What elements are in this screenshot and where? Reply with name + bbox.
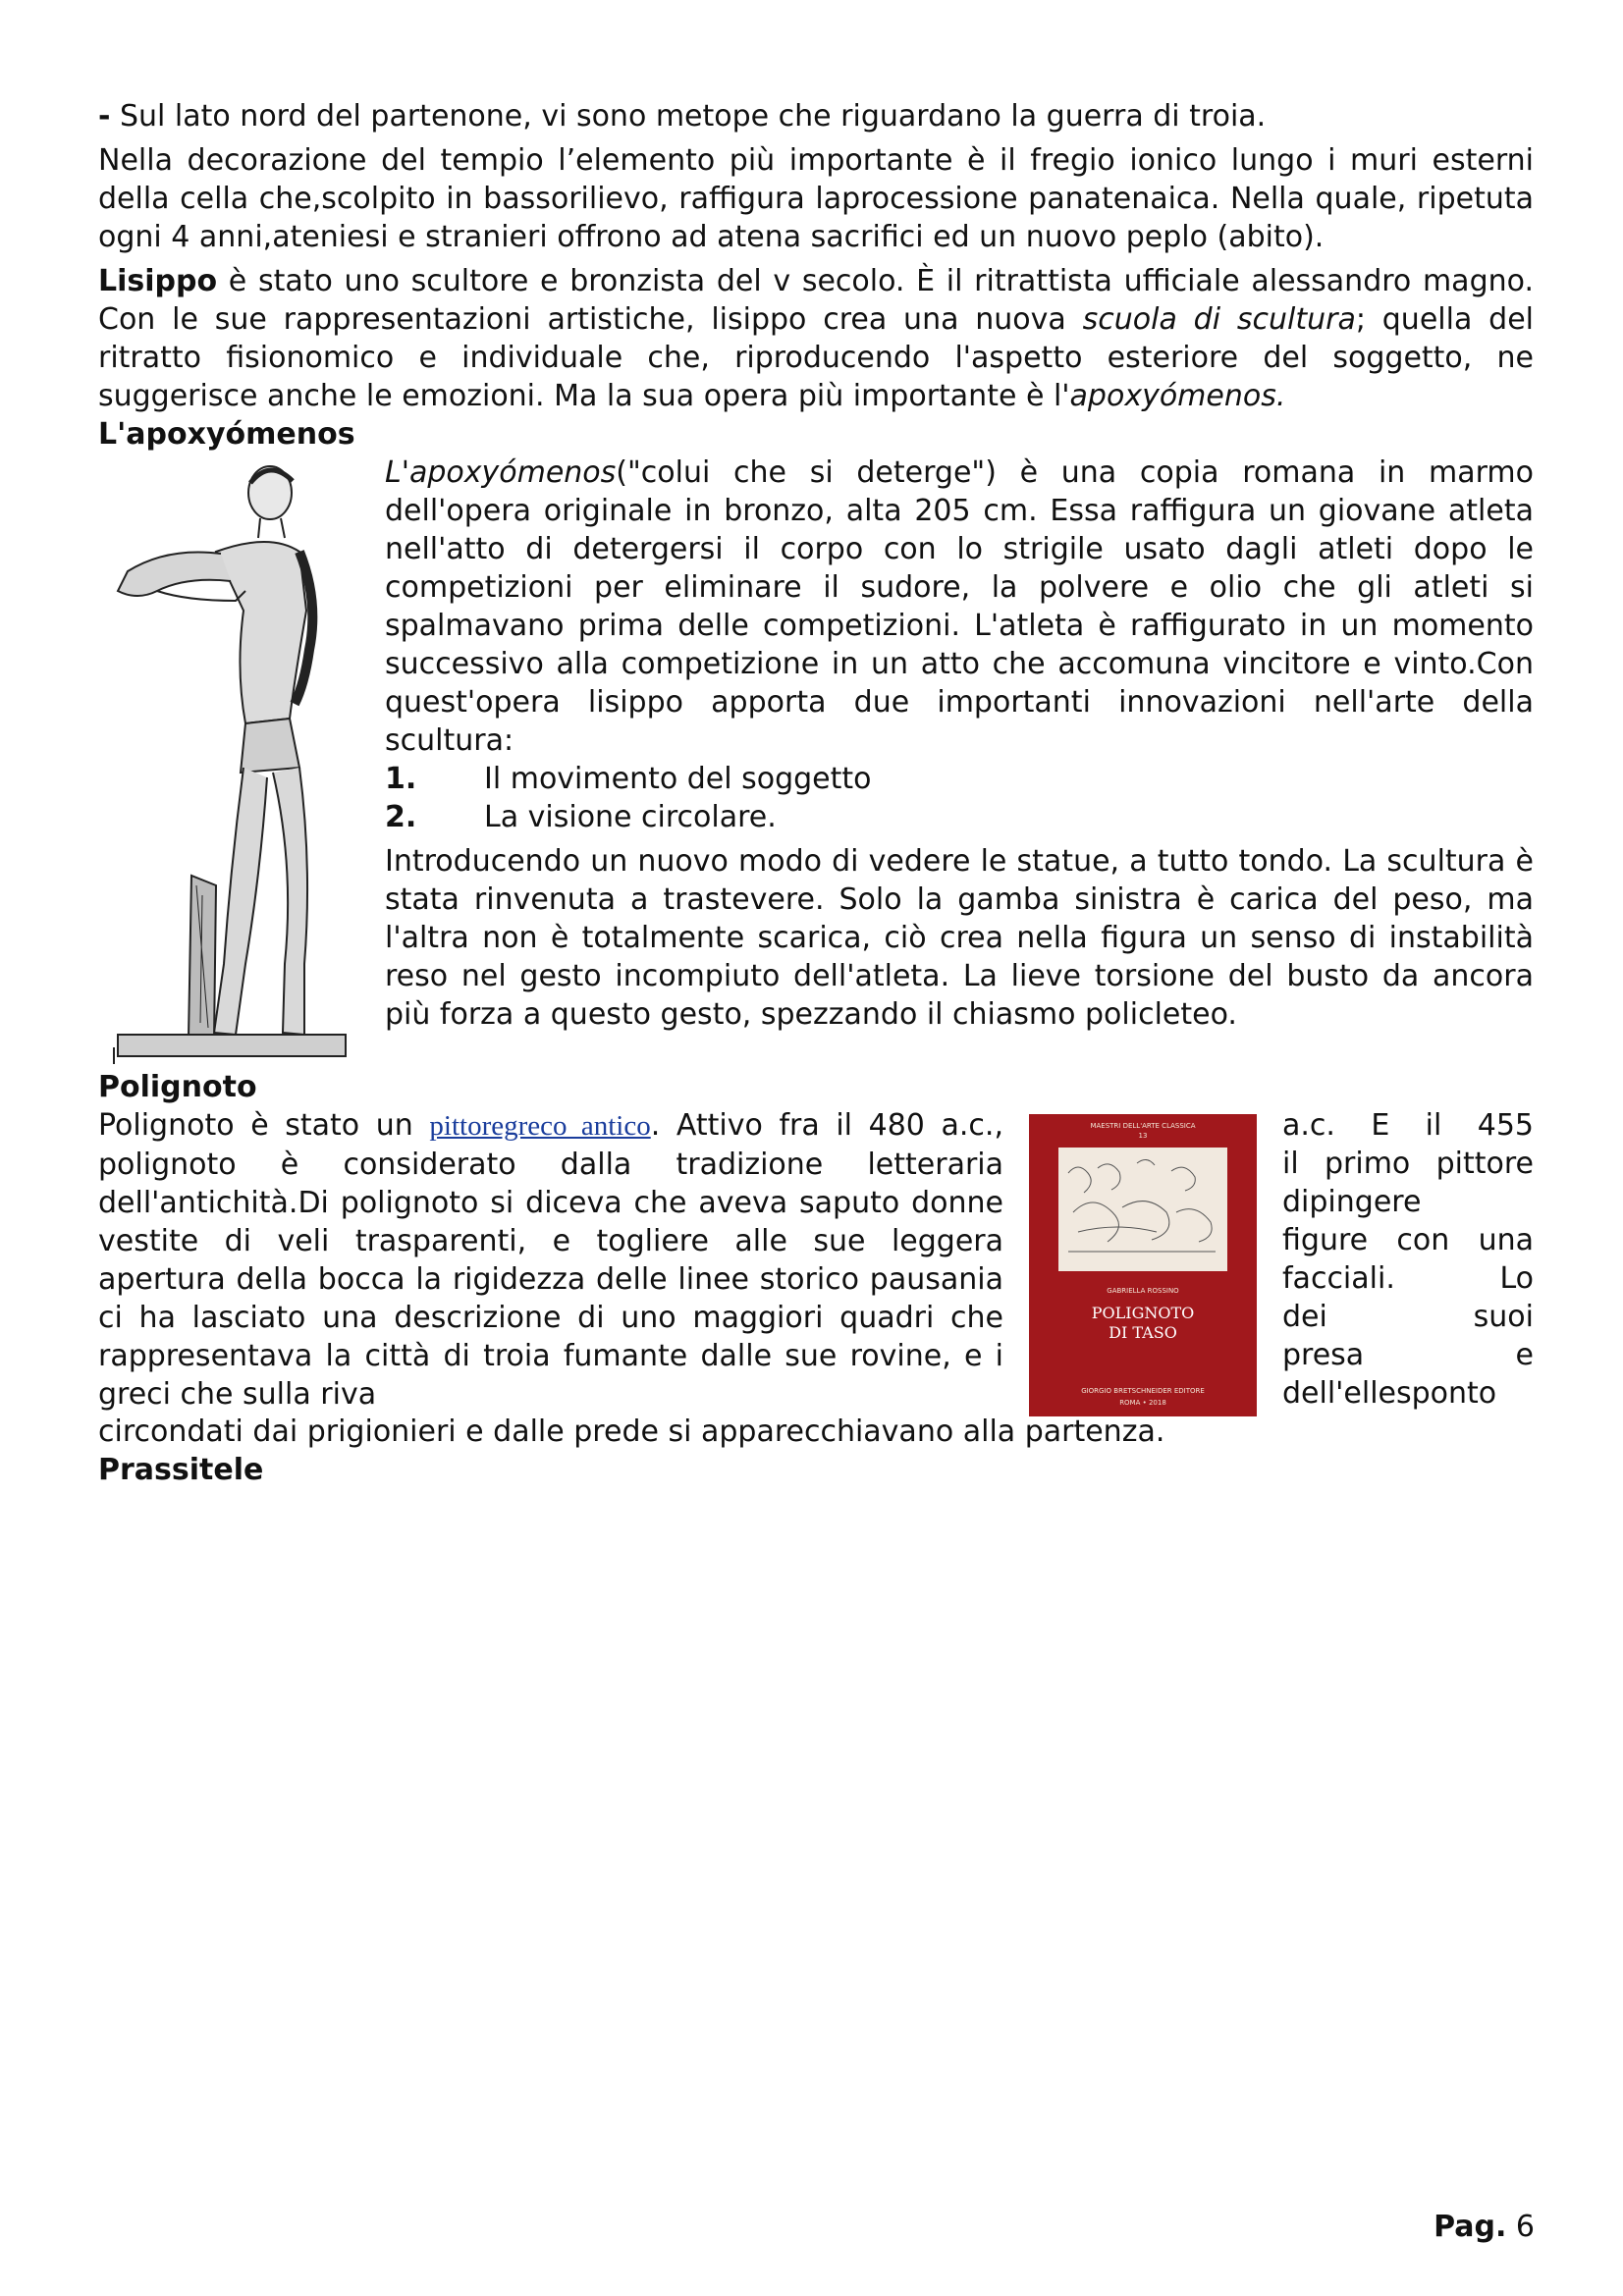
book-author: GABRIELLA ROSSINO xyxy=(1107,1287,1179,1295)
apoxyomenos-paragraph-1 xyxy=(385,454,1534,760)
right-line: a.c. E il 455 xyxy=(1282,1108,1534,1143)
apoxyomenos-heading: L'apoxyómenos xyxy=(98,417,355,452)
list-text: Il movimento del soggetto xyxy=(484,762,872,796)
polignoto-text-pre: Polignoto è stato un xyxy=(98,1108,430,1143)
pittore-greco-link[interactable]: pittoregreco antico xyxy=(429,1110,651,1142)
lisippo-name: Lisippo xyxy=(98,264,218,298)
book-publisher: GIORGIO BRETSCHNEIDER EDITORE xyxy=(1081,1387,1205,1395)
polignoto-section xyxy=(98,1106,1534,1451)
polignoto-last-line: circondati dai prigionieri e dalle prede si apparecchiavano alla partenza. xyxy=(98,1415,1165,1449)
list-item xyxy=(385,798,1534,836)
dash: - xyxy=(98,99,111,133)
statue-illustration xyxy=(98,454,363,1064)
apoxyomenos-italic-lead: L'apoxyómenos xyxy=(385,455,617,490)
list-item xyxy=(385,760,1534,798)
right-line: facciali. Lo xyxy=(1282,1261,1534,1296)
list-number: 1. xyxy=(385,762,417,796)
book-title-line2: DI TASO xyxy=(1109,1323,1177,1342)
list-text: La visione circolare. xyxy=(484,800,777,834)
page-number-value: 6 xyxy=(1515,2210,1535,2244)
lisippo-paragraph xyxy=(98,262,1534,415)
list-number: 2. xyxy=(385,800,417,834)
lisippo-italic-2: apoxyómenos. xyxy=(1069,379,1286,413)
right-line: presa e xyxy=(1282,1338,1534,1372)
book-cover-art xyxy=(1029,1114,1257,1416)
fregio-paragraph: Nella decorazione del tempio l’elemento più importante è il fregio ionico lungo i muri esterni della cella che,scolpito in bassorilievo, raffigura laprocessione panatenaica. Nella quale, ripetuta ogni 4 anni,ateniesi e stranieri offrono ad atena sacrifici ed un nuovo peplo (abito). xyxy=(98,143,1534,254)
apoxyomenos-text xyxy=(385,454,1534,1034)
book-place: ROMA • 2018 xyxy=(1119,1399,1166,1407)
intro-line xyxy=(98,97,1534,135)
book-cover-image xyxy=(1029,1114,1257,1416)
intro-text: Sul lato nord del partenone, vi sono metope che riguardano la guerra di troia. xyxy=(120,99,1267,133)
page-label: Pag. xyxy=(1434,2210,1507,2244)
right-line: dipingere xyxy=(1282,1185,1422,1219)
apoxyomenos-section xyxy=(98,454,1534,1068)
book-series-number: 13 xyxy=(1138,1132,1148,1140)
book-series: MAESTRI DELL'ARTE CLASSICA xyxy=(1090,1122,1196,1130)
lisippo-text-2: ; quella del ritratto fisionomico e individuale che, riproducendo l'aspetto esteriore del soggetto, ne suggerisce anche le emozioni. Ma la sua opera più importante è l' xyxy=(98,302,1534,413)
page-number xyxy=(1434,2208,1535,2246)
apoxyomenos-text-1: ("colui che si deterge") è una copia romana in marmo dell'opera originale in bronzo, alta 205 cm. Essa raffigura un giovane atleta nell'atto di detergersi il corpo con lo strigile usato dagli atleti dopo le competizioni per eliminare il sudore, la polvere e olio che gli atleti si spalmavano prima delle competizioni. L'atleta è raffigurato in un momento successivo alla competizione in un atto che accomuna vincitore e vinto.Con quest'opera lisippo apporta due importanti innovazioni nell'arte della scultura: xyxy=(385,455,1534,758)
innovations-list xyxy=(385,760,1534,836)
polignoto-text-post: . Attivo fra il 480 a.c., polignoto è considerato dalla tradizione letteraria dell'antichità.Di polignoto si diceva che aveva saputo donne vestite di veli trasparenti, e togliere alle sue leggera apertura della bocca la rigidezza delle linee storico pausania ci ha lasciato una descrizione di uno maggiori quadri che rappresentava la città di troia fumante dalle sue rovine, e i greci che sulla riva xyxy=(98,1108,1003,1412)
polignoto-left-column xyxy=(98,1106,1003,1414)
prassitele-heading: Prassitele xyxy=(98,1453,264,1487)
apoxyomenos-paragraph-2: Introducendo un nuovo modo di vedere le statue, a tutto tondo. La scultura è stata rinvenuta a trastevere. Solo la gamba sinistra è carica del peso, ma l'altra non è totalmente scarica, ciò crea nella figura un senso di instabilità reso nel gesto incompiuto dell'atleta. La lieve torsione del busto da ancora più forza a questo gesto, spezzando il chiasmo policleteo. xyxy=(385,844,1534,1032)
lisippo-italic-1: scuola di scultura xyxy=(1082,302,1356,337)
book-title-line1: POLIGNOTO xyxy=(1091,1304,1195,1322)
page-content xyxy=(98,97,1534,1489)
right-line: figure con una xyxy=(1282,1223,1534,1257)
right-line: dei suoi xyxy=(1282,1300,1534,1334)
right-line: il primo pittore xyxy=(1282,1147,1534,1181)
polignoto-heading: Polignoto xyxy=(98,1070,257,1104)
right-line: dell'ellesponto xyxy=(1282,1376,1497,1411)
lisippo-text-1: è stato uno scultore e bronzista del v secolo. È il ritrattista ufficiale alessandro magno. Con le sue rappresentazioni artistiche, lisippo crea una nuova xyxy=(98,264,1534,337)
polignoto-right-column xyxy=(1282,1106,1534,1413)
